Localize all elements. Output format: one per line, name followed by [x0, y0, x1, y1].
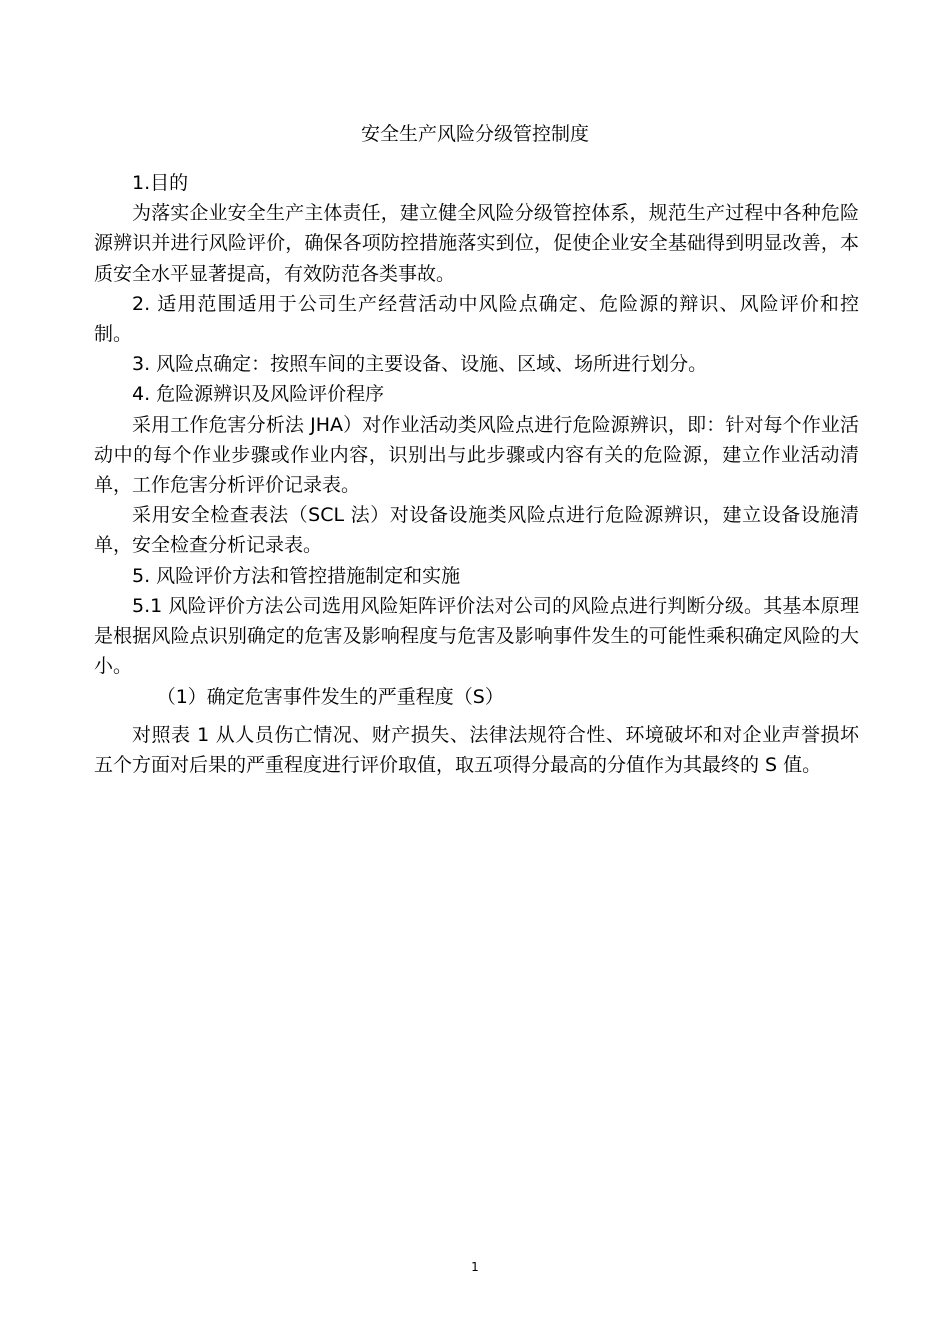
section-heading-purpose: 1.目的: [132, 172, 189, 194]
document-title: 安全生产风险分级管控制度: [360, 123, 589, 145]
sub-heading-severity: （1）确定危害事件发生的严重程度（S）: [156, 686, 504, 709]
section-heading-risk-evaluation: 5. 风险评价方法和管控措施制定和实施: [132, 564, 461, 587]
paragraph-risk-matrix: 5.1 风险评价方法公司选用风险矩阵评价法对公司的风险点进行判断分级。其基本原理是根据风险点识别确定的危害及影响程度与危害及影响事件发生的可能性乘积确定风险的大小。: [94, 594, 859, 678]
paragraph-jha-method: 采用工作危害分析法 JHA）对作业活动类风险点进行危险源辨识，即：针对每个作业活动中的每个作业步骤或作业内容，识别出与此步骤或内容有关的危险源，建立作业活动清单，工作危害分析评价记录表。: [94, 413, 859, 497]
paragraph-scope: 2. 适用范围适用于公司生产经营活动中风险点确定、危险源的辩识、风险评价和控制。: [94, 292, 859, 346]
paragraph-purpose: 为落实企业安全生产主体责任，建立健全风险分级管控体系，规范生产过程中各种危险源辨识并进行风险评价，确保各项防控措施落实到位，促使企业安全基础得到明显改善，本质安全水平显著提高，有效防范各类事故。: [94, 202, 859, 285]
paragraph-severity-evaluation: 对照表 1 从人员伤亡情况、财产损失、法律法规符合性、环境破坏和对企业声誉损坏五个方面对后果的严重程度进行评价取值，取五项得分最高的分值作为其最终的 S 值。: [94, 723, 859, 776]
page-number: 1: [471, 1260, 479, 1274]
document-body: [94, 168, 859, 780]
paragraph-scl-method: 采用安全检查表法（SCL 法）对设备设施类风险点进行危险源辨识，建立设备设施清单，安全检查分析记录表。: [94, 504, 859, 557]
paragraph-risk-point: 3. 风险点确定：按照车间的主要设备、设施、区域、场所进行划分。: [132, 353, 708, 376]
section-heading-hazard-identification: 4. 危险源辨识及风险评价程序: [132, 383, 385, 406]
